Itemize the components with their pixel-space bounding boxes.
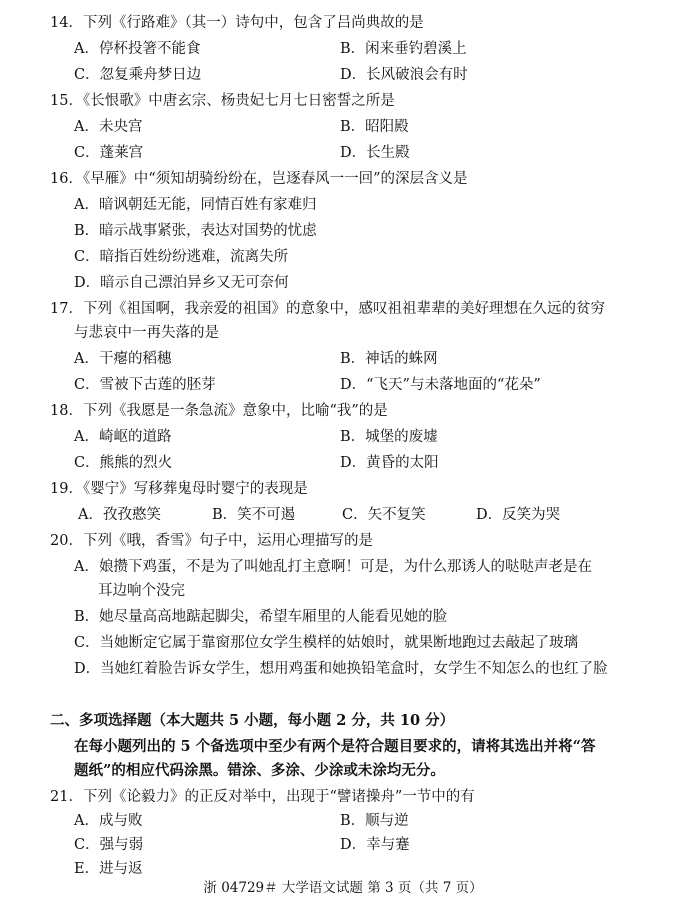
page-footer: 浙 04729＃ 大学语文试题 第 3 页（共 7 页） xyxy=(203,880,483,896)
question-19-option-b: B．笑不可遏 xyxy=(212,507,296,523)
question-16-option-a: A．暗讽朝廷无能，同情百姓有家难归 xyxy=(74,197,317,213)
question-20-option-b: B．她尽量高高地踮起脚尖，希望车厢里的人能看见她的脸 xyxy=(74,609,448,625)
question-18-option-a: A．崎岖的道路 xyxy=(74,429,172,445)
question-17-stem-line2: 与悲哀中一再失落的是 xyxy=(74,325,219,341)
question-16-option-b: B．暗示战事紧张，表达对国势的忧虑 xyxy=(74,223,317,239)
question-14-option-c: C．忽复乘舟梦日边 xyxy=(74,67,202,83)
question-14-option-a: A．停杯投箸不能食 xyxy=(74,41,201,57)
question-17-option-d: D．“飞天”与未落地面的“花朵” xyxy=(340,377,541,393)
question-15-option-b: B．昭阳殿 xyxy=(340,119,409,135)
question-21-option-a: A．成与败 xyxy=(74,813,143,829)
question-20-stem: 20．下列《哦，香雪》句子中，运用心理描写的是 xyxy=(50,533,373,549)
question-17-stem-line1: 17．下列《祖国啊，我亲爱的祖国》的意象中，感叹祖祖辈辈的美好理想在久远的贫穷 xyxy=(50,301,605,317)
question-19-stem: 19．《婴宁》写移葬鬼母时婴宁的表现是 xyxy=(50,481,308,497)
question-15-option-d: D．长生殿 xyxy=(340,145,410,161)
question-20-option-c: C．当她断定它属于靠窗那位女学生模样的姑娘时，就果断地跑过去敲起了玻璃 xyxy=(74,635,579,651)
question-15-option-c: C．蓬莱宫 xyxy=(74,145,144,161)
question-20-option-a-line2: 耳边响个没完 xyxy=(98,583,185,599)
question-18-option-c: C．熊熊的烈火 xyxy=(74,455,173,471)
question-21-option-c: C．强与弱 xyxy=(74,837,144,853)
section-2-instruction-line2: 题纸”的相应代码涂黑。错涂、多涂、少涂或未涂均无分。 xyxy=(74,762,445,779)
question-17-option-c: C．雪被下古莲的胚芽 xyxy=(74,377,216,393)
question-21-stem: 21．下列《论毅力》的正反对举中，出现于“譬诸操舟”一节中的有 xyxy=(50,789,475,805)
question-17-option-b: B．神话的蛛网 xyxy=(340,351,438,367)
question-19-option-d: D．反笑为哭 xyxy=(476,507,561,523)
question-21-option-d: D．幸与蹇 xyxy=(340,837,410,853)
question-20-option-a-line1: A．娘攒下鸡蛋，不是为了叫她乱打主意啊！可是，为什么那诱人的哒哒声老是在 xyxy=(74,559,592,575)
question-21-option-b: B．顺与逆 xyxy=(340,813,409,829)
question-18-stem: 18．下列《我愿是一条急流》意象中，比喻“我”的是 xyxy=(50,403,388,419)
question-15-stem: 15．《长恨歌》中唐玄宗、杨贵妃七月七日密誓之所是 xyxy=(50,93,395,109)
question-17-option-a: A．干瘪的稻穗 xyxy=(74,351,172,367)
question-18-option-d: D．黄昏的太阳 xyxy=(340,455,439,471)
question-19-option-a: A．孜孜憨笑 xyxy=(78,507,161,523)
section-2-title: 二、多项选择题（本大题共 5 小题，每小题 2 分，共 10 分） xyxy=(50,712,455,729)
question-16-option-c: C．暗指百姓纷纷逃难，流离失所 xyxy=(74,249,289,265)
question-15-option-a: A．未央宫 xyxy=(74,119,143,135)
question-16-stem: 16．《早雁》中“须知胡骑纷纷在，岂逐春风一一回”的深层含义是 xyxy=(50,171,468,187)
question-16-option-d: D．暗示自己漂泊异乡又无可奈何 xyxy=(74,275,289,291)
question-14-option-d: D．长风破浪会有时 xyxy=(340,67,468,83)
question-14-stem: 14．下列《行路难》（其一）诗句中，包含了吕尚典故的是 xyxy=(50,15,424,31)
section-2-instruction-line1: 在每小题列出的 5 个备选项中至少有两个是符合题目要求的，请将其选出并将“答 xyxy=(74,738,596,755)
question-19-option-c: C．矢不复笑 xyxy=(342,507,426,523)
question-21-option-e: E．进与返 xyxy=(74,861,143,877)
question-20-option-d: D．当她红着脸告诉女学生，想用鸡蛋和她换铅笔盒时，女学生不知怎么的也红了脸 xyxy=(74,661,608,677)
question-18-option-b: B．城堡的废墟 xyxy=(340,429,438,445)
question-14-option-b: B．闲来垂钓碧溪上 xyxy=(340,41,467,57)
